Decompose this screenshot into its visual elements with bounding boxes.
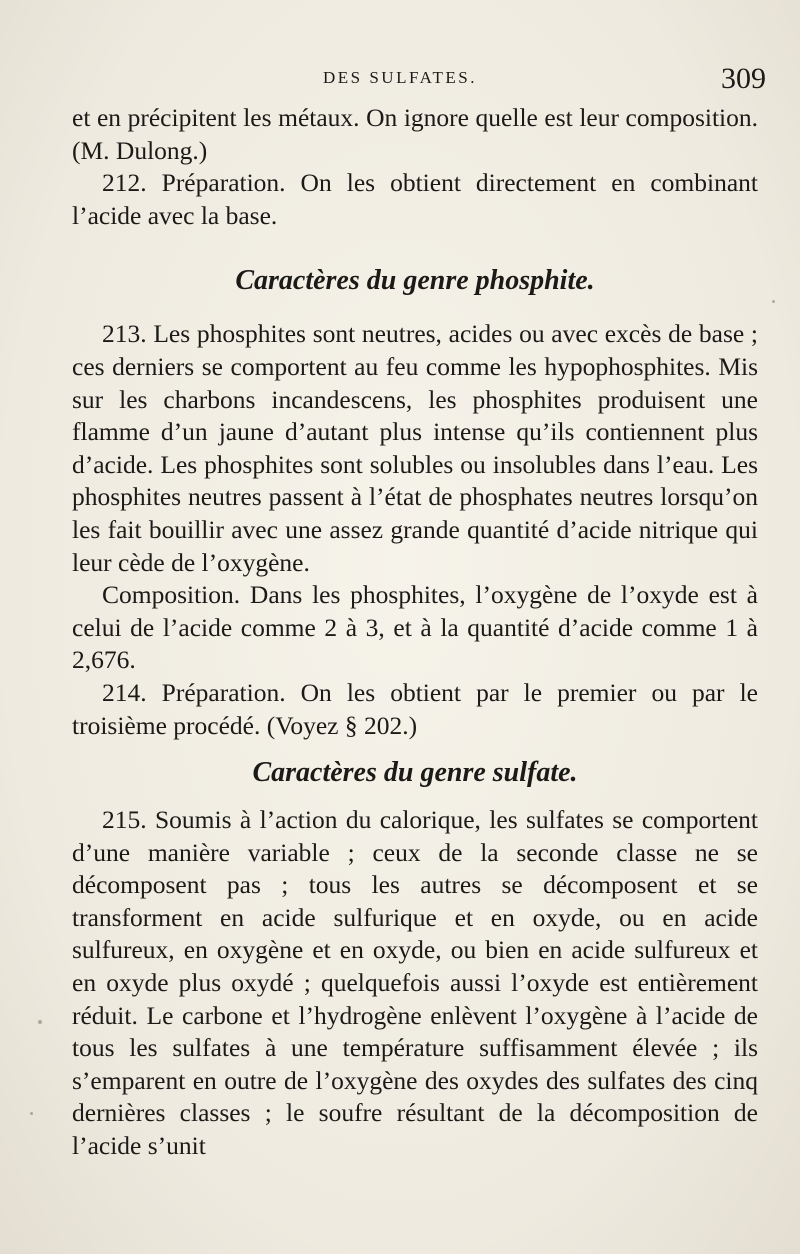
page-header [0, 62, 800, 98]
section-heading-sulfate: Caractères du genre sulfate. [252, 757, 578, 789]
paragraph-composition: Composition. Dans les phosphites, l’oxygène de l’oxyde est à celui de l’acide comme 2 à 3, et à la quantité d’acide comme 1 à 2,676. [72, 580, 758, 675]
ink-speck [38, 1020, 42, 1024]
page-body [72, 102, 758, 1163]
section-heading-phosphite: Caractères du genre phosphite. [235, 265, 595, 297]
paragraph-215-sulfates: 215. Soumis à l’action du calorique, les sulfates se comportent d’une manière variable ; ceux de la seconde classe ne se décomposent pas ; tous les autres se décomposent et se transforment en acide sulfurique et en oxyde, ou en acide sulfureux, en oxygène et en oxyde, ou bien en acide sulfureux et en oxyde plus oxydé ; quelquefois aussi l’oxyde est entièrement réduit. Le carbone et l’hydrogène enlèvent l’oxygène à l’acide de tous les sulfates à une température suffisamment élevée ; ils s’emparent en outre de l’oxygène des oxydes des sulfates des cinq dernières classes ; le soufre résultant de la décomposition de l’acide s’unit [72, 805, 758, 1161]
section-spacer [72, 232, 758, 252]
page-number: 309 [721, 62, 766, 95]
ink-speck [772, 300, 775, 303]
ink-speck [30, 1112, 33, 1115]
paragraph-213-phosphites: 213. Les phosphites sont neutres, acides ou avec excès de base ; ces derniers se comportent au feu comme les hypophosphites. Mis sur les charbons incandescens, les phosphites produisent une flamme d’un jaune d’autant plus intense qu’ils contiennent plus d’acide. Les phosphites sont solubles ou insolubles dans l’eau. Les phosphites neutres passent à l’état de phosphates neutres lorsqu’on les fait bouillir avec une assez grande quantité d’acide nitrique qui leur cède de l’oxygène. [72, 319, 758, 577]
paragraph-214-preparation: 214. Préparation. On les obtient par le premier ou par le troisième procédé. (Voyez § 202.) [72, 677, 758, 740]
running-head: DES SULFATES. [322, 68, 478, 87]
paragraph-212-preparation: 212. Préparation. On les obtient directement en combinant l’acide avec la base. [72, 168, 758, 230]
paragraph-continuation: et en précipitent les métaux. On ignore quelle est leur composition. (M. Dulong.) [72, 103, 758, 165]
